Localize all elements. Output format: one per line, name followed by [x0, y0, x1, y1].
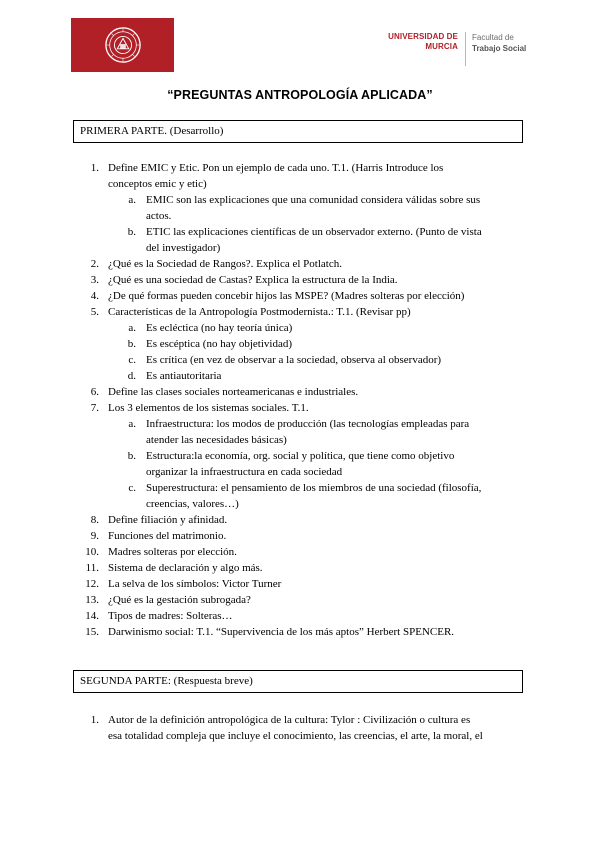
item-number: 3. — [90, 274, 99, 286]
item-number: 13. — [85, 594, 99, 606]
item-text-line: Define EMIC y Etic. Pon un ejemplo de cada uno. T.1. (Harris Introduce los — [108, 162, 444, 174]
item-number: 10. — [85, 546, 99, 558]
brand-divider — [465, 32, 466, 66]
item-number: 1. — [90, 714, 99, 726]
university-line-1: UNIVERSIDAD DE — [388, 32, 458, 41]
item-number: b. — [127, 338, 136, 350]
item-text-line: Autor de la definición antropológica de la cultura: Tylor : Civilización o cultura es — [108, 714, 471, 726]
item-number: 14. — [85, 610, 99, 622]
item-text-line: Características de la Antropología Postmodernista.: T.1. (Revisar pp) — [108, 306, 411, 318]
item-number: 11. — [85, 562, 99, 574]
item-text-line: esa totalidad compleja que incluye el conocimiento, las creencias, el arte, la moral, el — [108, 730, 483, 742]
item-text-line: Funciones del matrimonio. — [108, 530, 227, 542]
item-text-line: Sistema de declaración y algo más. — [108, 562, 263, 574]
item-number: a. — [128, 418, 136, 430]
university-name — [386, 32, 458, 52]
item-text-line: Madres solteras por elección. — [108, 546, 237, 558]
item-number: b. — [127, 450, 136, 462]
item-text-line: Define las clases sociales norteamericanas e industriales. — [108, 386, 359, 398]
part2-heading-box — [73, 670, 523, 693]
faculty-line-2: Trabajo Social — [472, 44, 527, 53]
item-number: 15. — [85, 626, 99, 638]
faculty-name — [472, 32, 552, 54]
part1-heading-box — [73, 120, 523, 143]
item-text-line: Tipos de madres: Solteras… — [108, 610, 233, 622]
item-text-line: EMIC son las explicaciones que una comunidad considera válidas sobre sus — [146, 194, 481, 206]
item-text-line: del investigador) — [146, 242, 221, 254]
university-seal-icon — [104, 26, 142, 64]
item-number: b. — [127, 226, 136, 238]
item-number: 9. — [90, 530, 99, 542]
item-text-line: Es antiautoritaria — [146, 370, 222, 382]
university-line-2: MURCIA — [425, 42, 458, 51]
item-number: a. — [128, 322, 136, 334]
item-text-line: Darwinismo social: T.1. “Supervivencia de los más aptos” Herbert SPENCER. — [108, 626, 455, 638]
item-text-line: Es escéptica (no hay objetividad) — [146, 338, 293, 350]
item-text-line: ¿Qué es la Sociedad de Rangos?. Explica el Potlatch. — [108, 258, 342, 270]
item-text-line: ¿De qué formas pueden concebir hijos las MSPE? (Madres solteras por elección) — [108, 290, 465, 302]
item-number: a. — [128, 194, 136, 206]
item-text-line: Infraestructura: los modos de producción (las tecnologías empleadas para — [146, 418, 470, 430]
item-text-line: Define filiación y afinidad. — [108, 514, 228, 526]
item-number: 1. — [90, 162, 99, 174]
faculty-line-1: Facultad de — [472, 33, 514, 42]
item-text-line: Es crítica (en vez de observar a la sociedad, observa al observador) — [146, 354, 442, 366]
item-number: c. — [128, 482, 136, 494]
item-number: 8. — [90, 514, 99, 526]
item-number: d. — [127, 370, 136, 382]
item-text-line: organizar la infraestructura en cada sociedad — [146, 466, 343, 478]
item-number: c. — [128, 354, 136, 366]
item-text-line: creencias, valores…) — [146, 498, 239, 510]
item-text-line: ETIC las explicaciones científicas de un observador externo. (Punto de vista — [146, 226, 482, 238]
document-title: “PREGUNTAS ANTROPOLOGÍA APLICADA” — [167, 88, 433, 102]
item-text-line: atender las necesidades básicas) — [146, 434, 287, 446]
item-number: 2. — [90, 258, 99, 270]
item-text-line: Es ecléctica (no hay teoría única) — [146, 322, 293, 334]
part1-heading: PRIMERA PARTE. (Desarrollo) — [80, 125, 224, 137]
part2-heading: SEGUNDA PARTE: (Respuesta breve) — [80, 675, 253, 687]
item-number: 5. — [90, 306, 99, 318]
item-text-line: ¿Qué es la gestación subrogada? — [108, 594, 251, 606]
item-number: 7. — [90, 402, 99, 414]
item-text-line: Los 3 elementos de los sistemas sociales. T.1. — [108, 402, 309, 414]
item-text-line: Superestructura: el pensamiento de los miembros de una sociedad (filosofía, — [146, 482, 482, 494]
item-text-line: conceptos emic y etic) — [108, 178, 207, 190]
item-number: 6. — [90, 386, 99, 398]
item-number: 4. — [90, 290, 99, 302]
item-text-line: Estructura:la economía, org. social y política, que tiene como objetivo — [146, 450, 455, 462]
item-number: 12. — [85, 578, 99, 590]
item-text-line: La selva de los símbolos: Victor Turner — [108, 578, 282, 590]
item-text-line: actos. — [146, 210, 172, 222]
item-text-line: ¿Qué es una sociedad de Castas? Explica la estructura de la India. — [108, 274, 398, 286]
university-logo — [71, 18, 174, 72]
